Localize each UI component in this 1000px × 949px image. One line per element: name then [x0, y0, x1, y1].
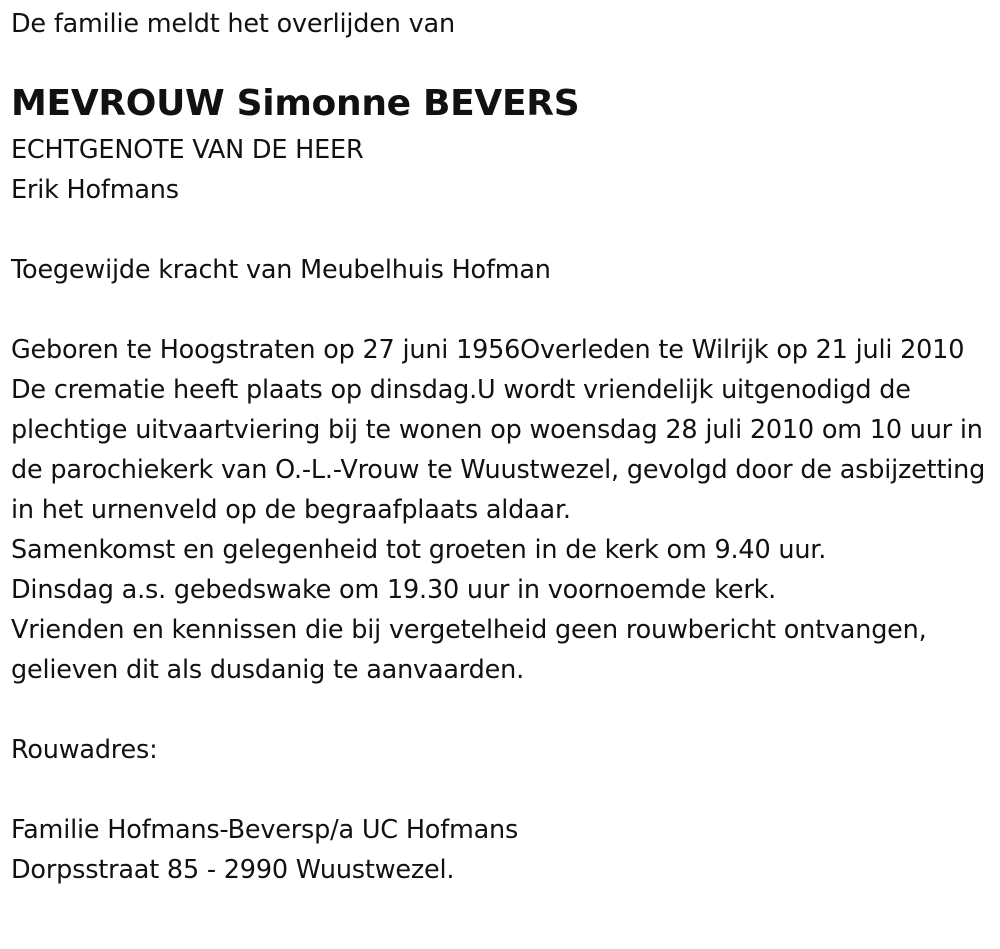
gathering-text: Samenkomst en gelegenheid tot groeten in de kerk om 9.40 uur. [11, 535, 827, 565]
spouse-name: Erik Hofmans [11, 175, 179, 205]
relation-text: ECHTGENOTE VAN DE HEER [11, 135, 364, 165]
spacer [11, 210, 986, 250]
address-street: Dorpsstraat 85 - 2990 Wuustwezel. [11, 855, 455, 885]
spacer [11, 690, 986, 730]
obituary-notice [11, 4, 986, 890]
address-label: Rouwadres: [11, 735, 158, 765]
birth-death-details: Geboren te Hoogstraten op 27 juni 1956Overleden te Wilrijk op 21 juli 2010 [11, 335, 965, 365]
spacer [11, 770, 986, 810]
notice-text: Vrienden en kennissen die bij vergetelheid geen rouwbericht ontvangen, gelieven dit als dusdanig te aanvaarden. [11, 615, 927, 685]
occupation-text: Toegewijde kracht van Meubelhuis Hofman [11, 255, 551, 285]
deceased-name: MEVROUW Simonne BEVERS [11, 83, 580, 124]
intro-text: De familie meldt het overlijden van [11, 9, 455, 39]
ceremony-text: De crematie heeft plaats op dinsdag.U wordt vriendelijk uitgenodigd de plechtige uitvaartviering bij te wonen op woensdag 28 juli 2010 om 10 uur in de parochiekerk van O.-L.-Vrouw te Wuustwezel, gevolgd door de asbijzetting in het urnenveld op de begraafplaats aldaar. [11, 375, 986, 525]
address-family: Familie Hofmans-Beversp/a UC Hofmans [11, 815, 519, 845]
spacer [11, 290, 986, 330]
vigil-text: Dinsdag a.s. gebedswake om 19.30 uur in voornoemde kerk. [11, 575, 777, 605]
